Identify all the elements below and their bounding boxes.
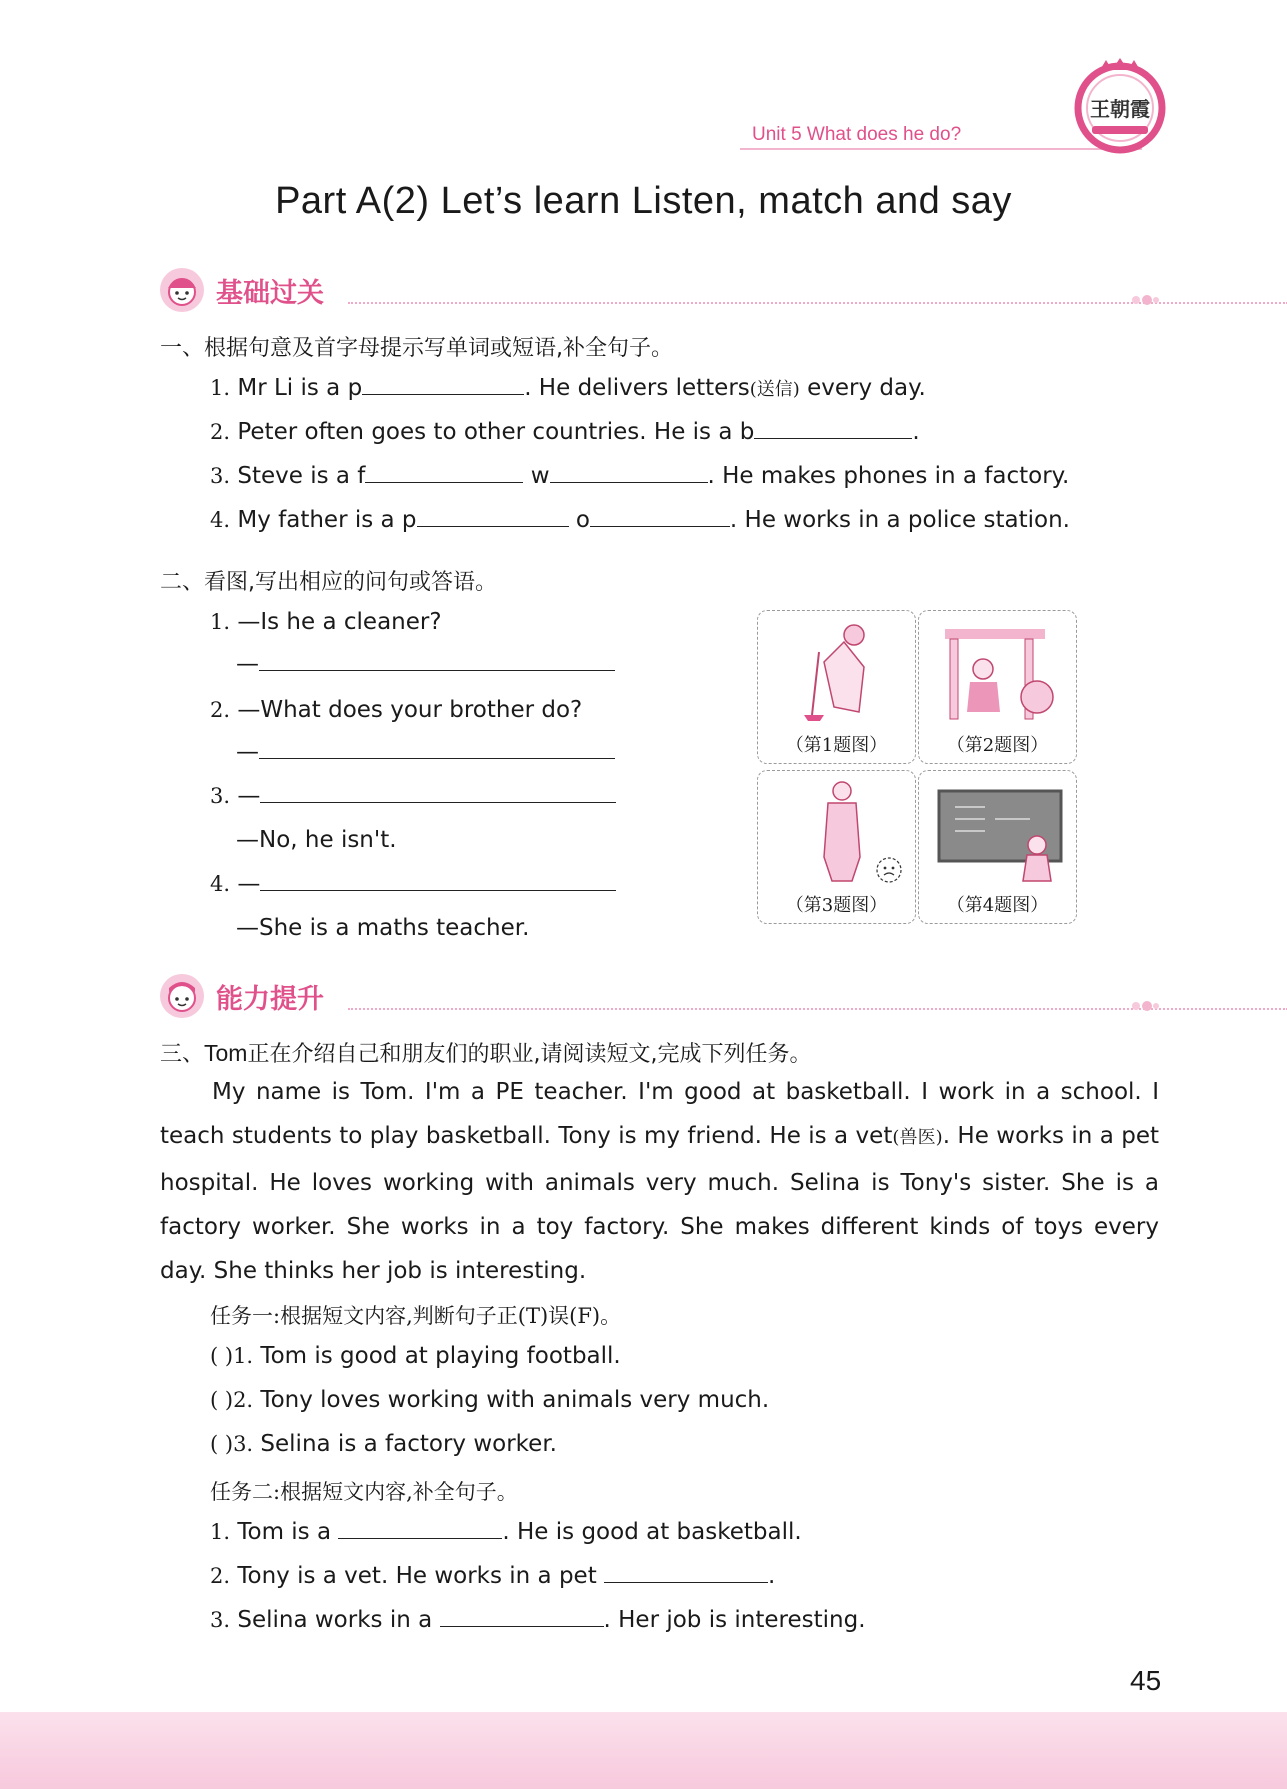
answer-blank[interactable] xyxy=(259,757,615,759)
task2-item-2 xyxy=(210,1563,775,1589)
answer-blank[interactable] xyxy=(604,1581,768,1583)
item-text: Selina works in a xyxy=(237,1607,433,1633)
q3-heading-name: Tom xyxy=(204,1040,248,1066)
section-label: 基础过关 xyxy=(216,278,324,309)
picture-caption: （第3题图） xyxy=(785,895,888,916)
answer-blank[interactable] xyxy=(440,1625,604,1627)
item-text: Selina is a factory worker. xyxy=(260,1431,557,1457)
item-text: Steve is a f xyxy=(237,463,366,489)
task1-item-1 xyxy=(210,1343,621,1369)
item-text: w xyxy=(530,463,550,489)
passage-gloss: (兽医) xyxy=(892,1127,943,1149)
item-text: every day. xyxy=(799,375,926,401)
passage-text: My name is Tom. I'm a PE teacher. I'm good at basketball. I work in a school. I teach students to play basketball. Tony is my friend. He is a vet xyxy=(160,1079,1159,1150)
section-label: 能力提升 xyxy=(216,984,324,1015)
passage-text: . He works in a pet hospital. He loves working with animals very much. Selina is Tony's sister. She is a factory worker. She works in a toy factory. She makes different kinds of toys every day. She thinks her job is interesting. xyxy=(160,1123,1159,1285)
answer-blank[interactable] xyxy=(338,1537,502,1539)
q3-heading-text: 正在介绍自己和朋友们的职业,请阅读短文,完成下列任务。 xyxy=(247,1042,812,1067)
item-text: Tom is a xyxy=(237,1519,332,1545)
item-text: — xyxy=(236,739,259,765)
picture-caption: （第2题图） xyxy=(946,735,1049,756)
item-text: — xyxy=(237,871,261,897)
man-illustration xyxy=(764,777,909,887)
item-text: —No, he isn't. xyxy=(236,827,397,853)
item-text: . xyxy=(768,1563,776,1589)
q1-item-1 xyxy=(210,375,926,401)
item-text: Mr Li is a p xyxy=(237,375,363,401)
answer-blank[interactable] xyxy=(365,481,523,483)
task1-item-2 xyxy=(210,1387,769,1413)
q1-item-2 xyxy=(210,419,920,445)
item-text: . He makes phones in a factory. xyxy=(707,463,1070,489)
section-improve xyxy=(158,972,1158,1022)
answer-blank[interactable] xyxy=(590,525,730,527)
q2-item-2-question xyxy=(210,697,582,723)
item-text: . He delivers letters xyxy=(524,375,750,401)
q2-item-3-answer xyxy=(236,827,397,853)
answer-blank[interactable] xyxy=(260,889,616,891)
answer-blank[interactable] xyxy=(260,801,616,803)
q2-item-4-answer xyxy=(236,915,529,941)
item-text: . He works in a police station. xyxy=(729,507,1070,533)
item-text: — xyxy=(236,651,259,677)
passage xyxy=(160,1070,1159,1293)
answer-blank[interactable] xyxy=(362,393,524,395)
item-text: My father is a p xyxy=(237,507,417,533)
footer-band xyxy=(0,1712,1287,1789)
cleaner-illustration xyxy=(764,617,909,727)
task2-heading: 任务二:根据短文内容,补全句子。 xyxy=(210,1480,518,1504)
dots-ornament-icon xyxy=(1130,290,1160,310)
item-number: 3. xyxy=(233,1432,254,1456)
q2-item-3-question xyxy=(210,783,616,809)
task2-item-3 xyxy=(210,1607,866,1633)
item-number: 3. xyxy=(210,1608,231,1632)
answer-paren[interactable]: ( ) xyxy=(210,1388,234,1412)
item-number: 1. xyxy=(210,610,231,634)
worker-illustration xyxy=(925,617,1070,727)
item-number: 4. xyxy=(210,872,231,896)
item-number: 1. xyxy=(233,1344,254,1368)
q3-heading-prefix: 三、 xyxy=(160,1042,205,1067)
teacher-illustration xyxy=(925,777,1070,887)
gloss: (送信) xyxy=(749,379,800,400)
boy-mascot-icon xyxy=(158,972,206,1020)
item-text: o xyxy=(575,507,590,533)
item-text: — xyxy=(237,783,261,809)
girl-mascot-icon xyxy=(158,266,206,314)
q1-item-3 xyxy=(210,463,1069,489)
item-number: 2. xyxy=(233,1388,254,1412)
q2-item-1-answer xyxy=(236,651,615,677)
answer-paren[interactable]: ( ) xyxy=(210,1432,234,1456)
picture-1 xyxy=(757,610,916,764)
answer-paren[interactable]: ( ) xyxy=(210,1344,234,1368)
item-text: Tony loves working with animals very much. xyxy=(260,1387,770,1413)
page-number: 45 xyxy=(1130,1665,1162,1696)
unit-label: Unit 5 What does he do? xyxy=(752,124,962,145)
item-text: . xyxy=(912,419,920,445)
logo-text: 王朝霞 xyxy=(1090,97,1150,121)
q2-item-2-answer xyxy=(236,739,615,765)
item-number: 1. xyxy=(210,376,231,400)
q2-heading: 二、看图,写出相应的问句或答语。 xyxy=(160,570,497,595)
picture-4 xyxy=(918,770,1077,924)
q3-heading xyxy=(160,1037,811,1068)
picture-3 xyxy=(757,770,916,924)
picture-caption: （第1题图） xyxy=(785,735,888,756)
item-text: —Is he a cleaner? xyxy=(237,609,442,635)
item-text: . Her job is interesting. xyxy=(603,1607,866,1633)
q2-item-1-question xyxy=(210,609,442,635)
answer-blank[interactable] xyxy=(754,437,912,439)
dots-ornament-icon xyxy=(1130,996,1160,1016)
answer-blank[interactable] xyxy=(417,525,569,527)
task2-item-1 xyxy=(210,1519,802,1545)
task1-heading: 任务一:根据短文内容,判断句子正(T)误(F)。 xyxy=(210,1304,622,1328)
item-number: 1. xyxy=(210,1520,231,1544)
q1-heading: 一、根据句意及首字母提示写单词或短语,补全句子。 xyxy=(160,336,673,361)
item-text: Tony is a vet. He works in a pet xyxy=(237,1563,597,1589)
item-text: Peter often goes to other countries. He is a b xyxy=(237,419,755,445)
section-basic xyxy=(158,266,1158,316)
page-title: Part A(2) Let’s learn Listen, match and say xyxy=(275,180,1012,222)
picture-2 xyxy=(918,610,1077,764)
task1-item-3 xyxy=(210,1431,557,1457)
q1-item-4 xyxy=(210,507,1070,533)
item-number: 2. xyxy=(210,698,231,722)
publisher-logo xyxy=(1070,56,1170,156)
item-number: 3. xyxy=(210,464,231,488)
picture-caption: （第4题图） xyxy=(946,895,1049,916)
answer-blank[interactable] xyxy=(259,669,615,671)
item-number: 4. xyxy=(210,508,231,532)
item-number: 3. xyxy=(210,784,231,808)
item-text: —What does your brother do? xyxy=(237,697,583,723)
item-text: Tom is good at playing football. xyxy=(260,1343,621,1369)
q2-item-4-question xyxy=(210,871,616,897)
item-number: 2. xyxy=(210,1564,231,1588)
answer-blank[interactable] xyxy=(550,481,708,483)
item-text: —She is a maths teacher. xyxy=(236,915,530,941)
item-text: . He is good at basketball. xyxy=(502,1519,802,1545)
item-number: 2. xyxy=(210,420,231,444)
